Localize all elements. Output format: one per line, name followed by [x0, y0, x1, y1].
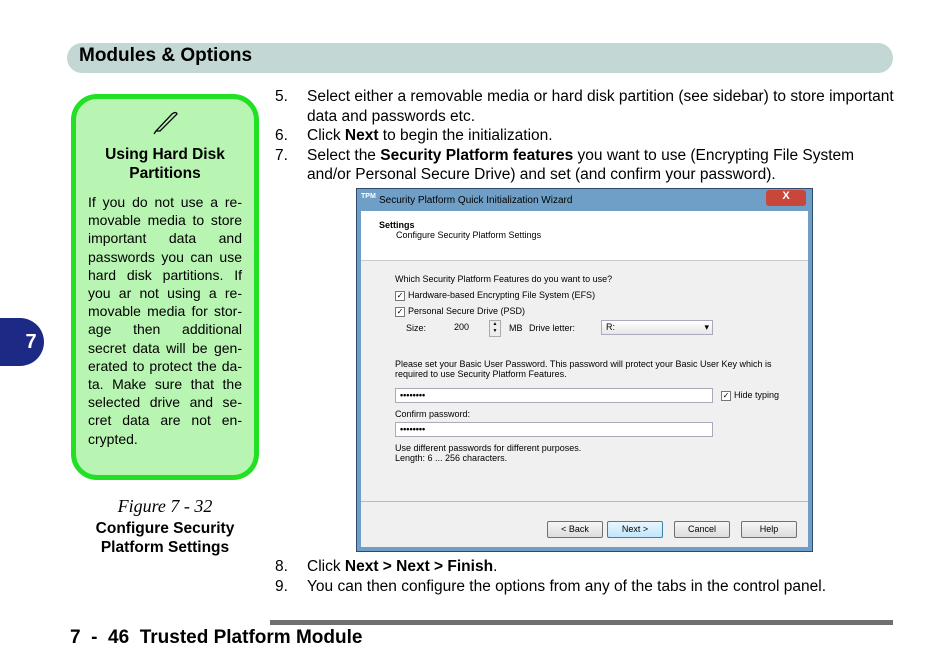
drive-letter-select[interactable] [601, 320, 713, 335]
wizard-header [361, 211, 808, 261]
step-text: You can then configure the options from any of the tabs in the control panel. [307, 577, 827, 595]
size-unit: MB [509, 323, 523, 333]
step-text: Click Next to begin the initialization. [307, 127, 553, 144]
close-button[interactable]: X [766, 190, 806, 206]
sidebar-body: If you do not use a re-movable media to store important data and passwords you can use hard disk partitions. If you ar not using a re-movable media for stor-age then additional secret data will be gen-erated to protect the da-ta. Make sure that the selected drive and se-cret data are not en-crypted. [88, 194, 242, 447]
cancel-button[interactable]: Cancel [674, 521, 730, 538]
efs-label: Hardware-based Encrypting File System (EFS) [408, 290, 596, 300]
wizard-subheading: Configure Security Platform Settings [396, 230, 542, 240]
confirm-password-label: Confirm password: [395, 409, 471, 419]
psd-label: Personal Secure Drive (PSD) [408, 306, 526, 316]
step-text: Select either a removable media or hard disk partition (see sidebar) to store important data and passwords etc. [307, 88, 894, 125]
step-number: 9. [275, 577, 288, 595]
section-title: Modules & Options [79, 45, 253, 66]
size-label: Size: [406, 323, 427, 333]
step-number: 7. [275, 146, 288, 164]
next-button[interactable]: Next > [607, 521, 663, 538]
step [275, 87, 895, 126]
drive-letter-value: R: [606, 322, 615, 332]
step [275, 126, 895, 146]
page-footer: 7 - 46 Trusted Platform Module [70, 627, 363, 648]
password-hint: Use different passwords for different purposes. [395, 443, 582, 453]
step [275, 577, 895, 597]
confirm-password-input[interactable]: •••••••• [395, 422, 713, 437]
help-button[interactable]: Help [741, 521, 797, 538]
checkbox-icon: ✓ [396, 306, 404, 316]
divider [361, 501, 808, 502]
wizard-body [361, 211, 808, 547]
password-length-hint: Length: 6 ... 256 characters. [395, 453, 508, 463]
steps-top [275, 87, 895, 185]
drive-letter-label: Drive letter: [529, 323, 576, 333]
figure-number: Figure 7 - 32 [117, 496, 213, 516]
pen-icon [76, 109, 254, 139]
step-number: 8. [275, 558, 288, 575]
hide-typing-label: Hide typing [734, 390, 780, 400]
tpm-icon: TPM [361, 193, 376, 200]
password-prompt: Please set your Basic User Password. This password will protect your Basic User Key which is required to use Security Platform Features. [395, 359, 772, 379]
step-text: Select the Security Platform features you want to use (Encrypting File System and/or Personal Secure Drive) and set (and confirm your password). [307, 146, 855, 183]
sidebar-note [71, 94, 259, 480]
figure-title: Configure Security Platform Settings [95, 520, 235, 556]
hide-typing-checkbox[interactable] [721, 390, 779, 401]
section-header [67, 43, 893, 73]
back-button[interactable]: < Back [547, 521, 603, 538]
title-bar [357, 189, 812, 211]
step [275, 146, 895, 185]
size-spinner[interactable]: ▲ ▼ [489, 320, 501, 337]
checkbox-icon: ✓ [396, 290, 404, 300]
efs-checkbox[interactable] [395, 290, 595, 301]
step-text: Click Next > Next > Finish. [307, 558, 498, 575]
step [275, 557, 895, 577]
chapter-tab: 7 [0, 318, 44, 366]
wizard-window [356, 188, 813, 552]
footer-rule [270, 620, 893, 625]
features-question: Which Security Platform Features do you want to use? [395, 274, 613, 284]
checkbox-icon: ✓ [722, 390, 730, 400]
steps-bottom [275, 557, 895, 596]
chevron-down-icon: ▾ [704, 322, 709, 332]
window-title: Security Platform Quick Initialization Wizard [379, 195, 573, 206]
step-number: 6. [275, 127, 288, 144]
password-input[interactable]: •••••••• [395, 388, 713, 403]
sidebar-title: Using Hard Disk Partitions [105, 146, 225, 182]
step-number: 5. [275, 88, 288, 105]
wizard-heading: Settings [379, 220, 415, 230]
figure-caption [70, 496, 260, 557]
size-input[interactable]: 200 [454, 322, 470, 332]
psd-checkbox[interactable] [395, 306, 525, 317]
